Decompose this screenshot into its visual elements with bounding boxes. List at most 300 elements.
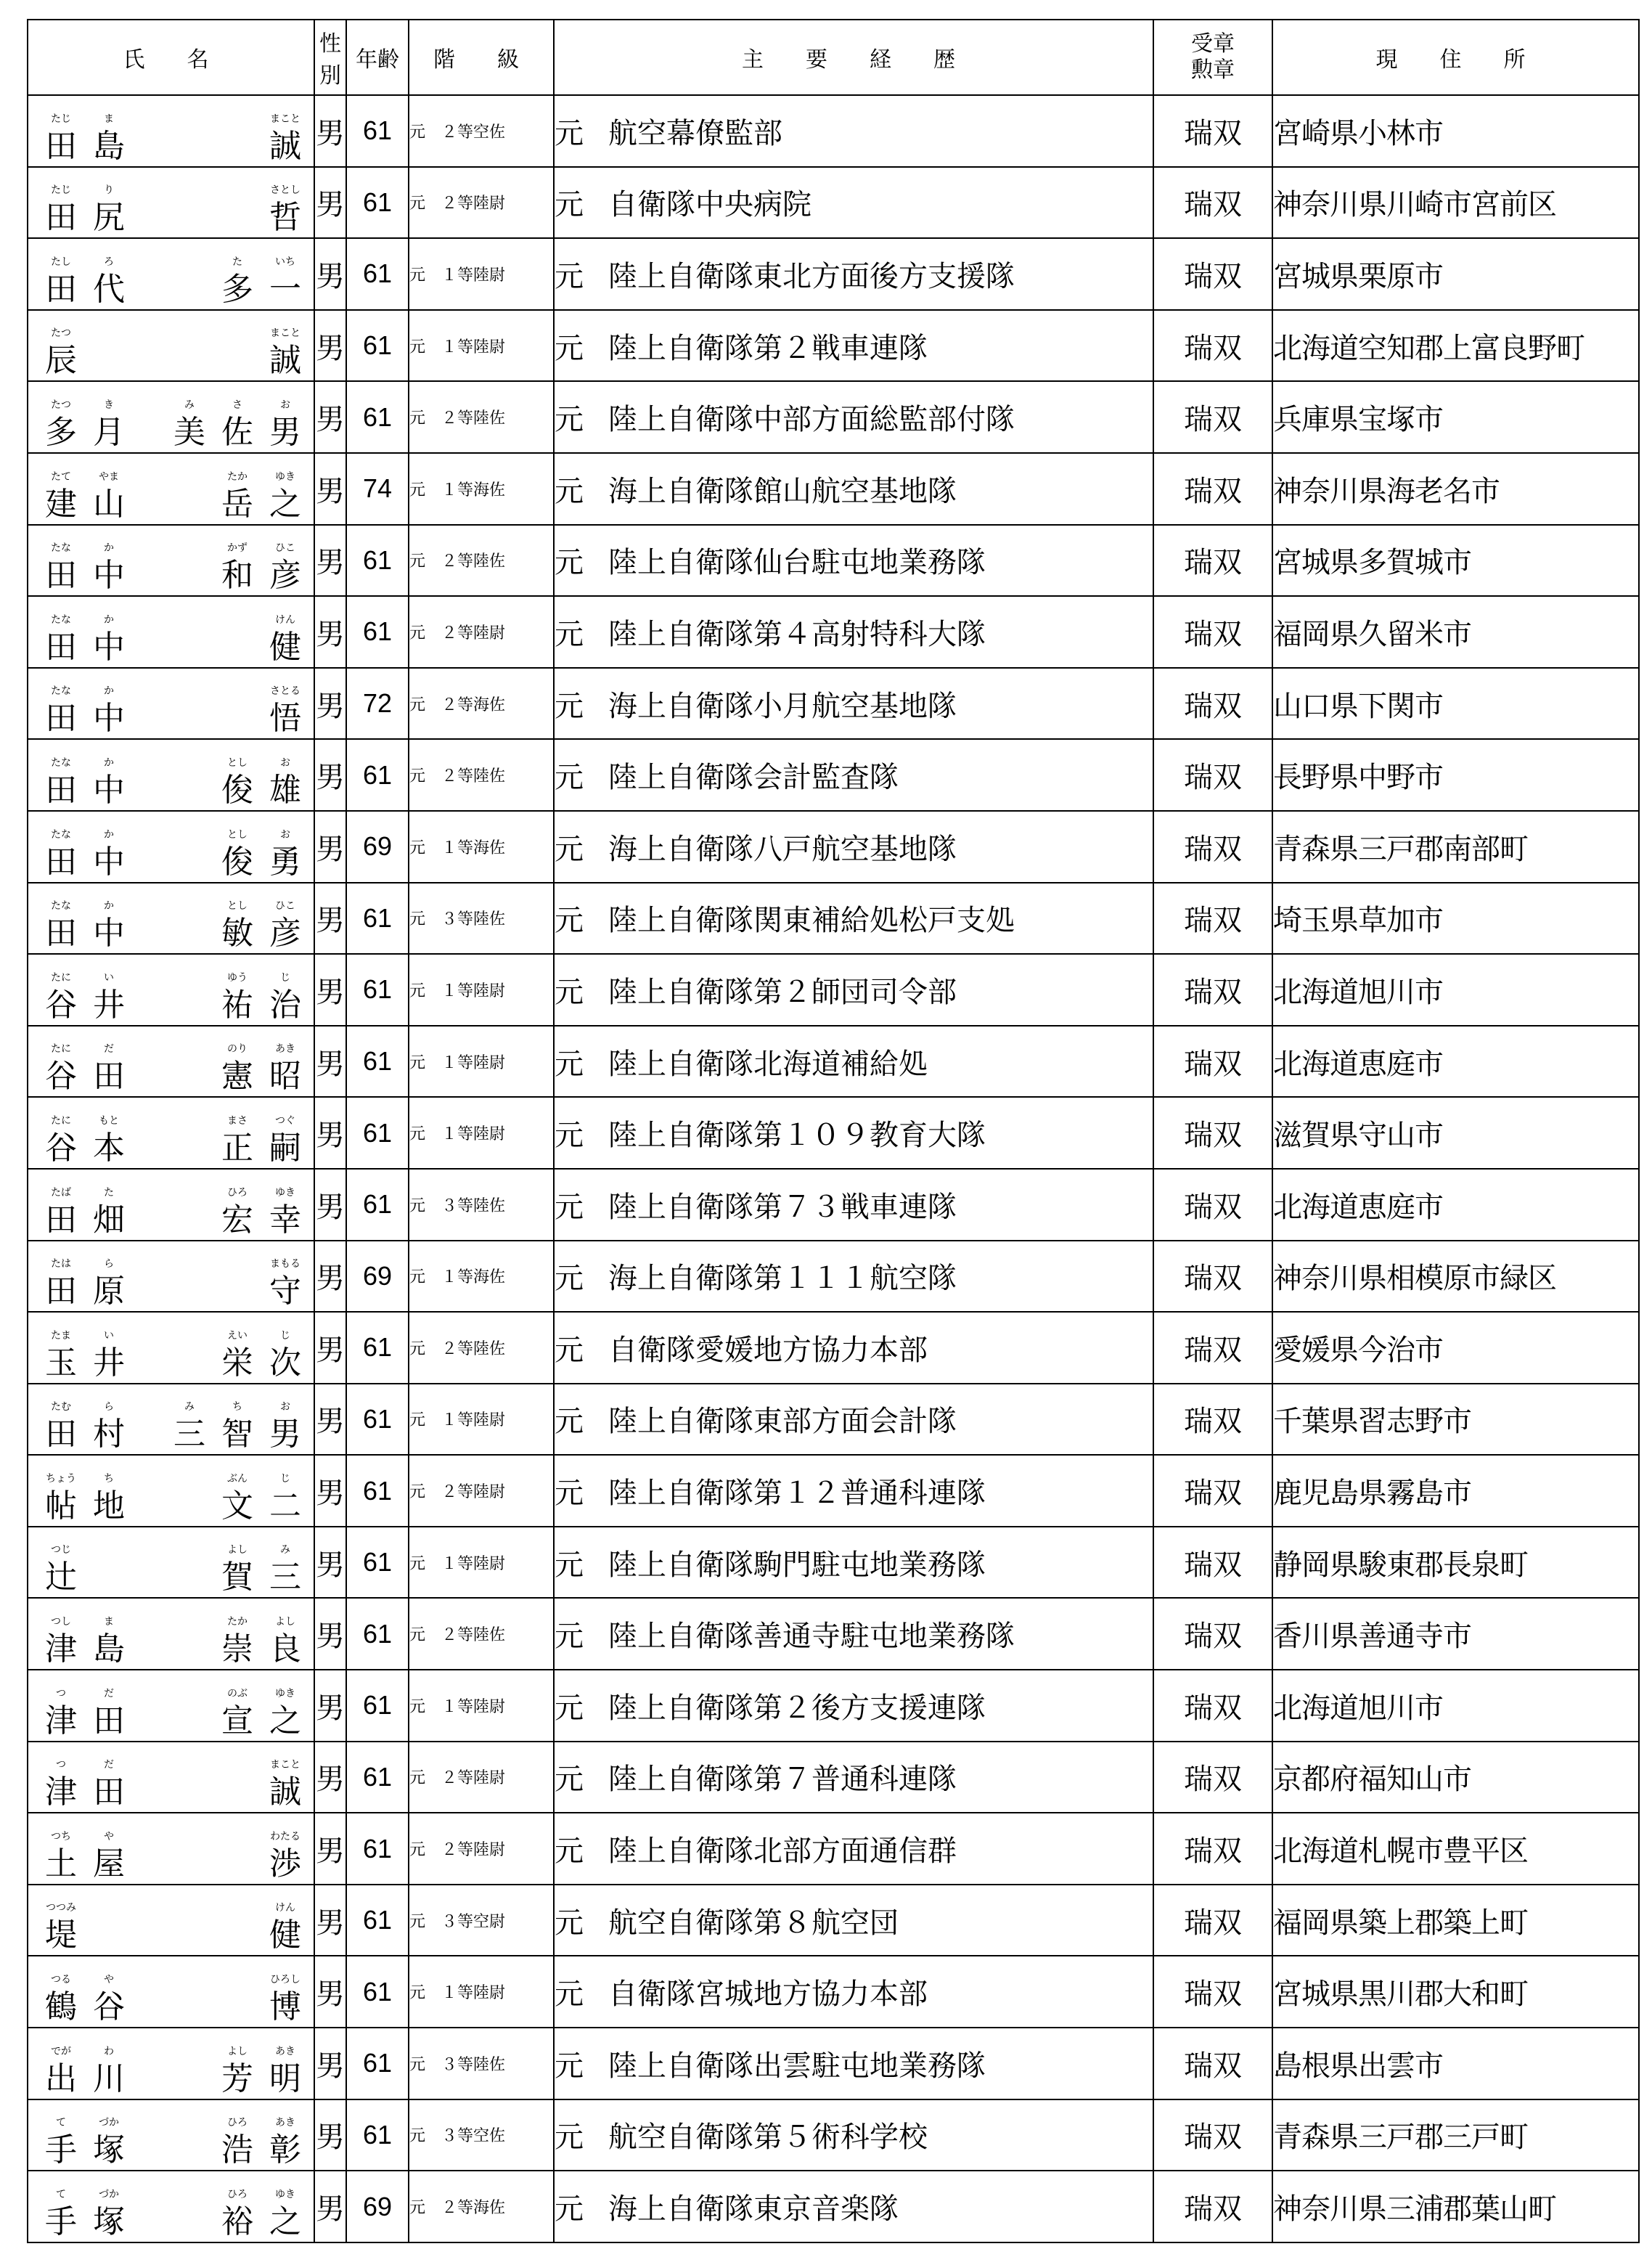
- furigana: つ: [56, 1759, 66, 1771]
- career-prefix: 元: [555, 1262, 584, 1296]
- furigana: か: [104, 685, 114, 698]
- kanji: 之: [269, 1702, 301, 1739]
- career-prefix: 元: [555, 1548, 584, 1582]
- name-char: [86, 540, 131, 595]
- name-char: [263, 2044, 308, 2099]
- kanji: 井: [93, 986, 125, 1024]
- sex-cell: 男: [314, 668, 346, 740]
- person-name: [28, 883, 314, 954]
- name-char: [86, 1972, 131, 2027]
- furigana: まこと: [270, 327, 300, 340]
- rank-cell: [409, 381, 554, 453]
- name-char: [86, 1471, 131, 1526]
- given-name: [215, 1614, 308, 1669]
- career-prefix: 元: [555, 617, 584, 651]
- career-cell: [554, 238, 1153, 310]
- rank-prefix: 元: [409, 2199, 426, 2218]
- name-char: [263, 612, 308, 667]
- name-char: [263, 397, 308, 452]
- furigana: つる: [51, 1974, 71, 1986]
- kanji: 玉: [45, 1344, 77, 1381]
- furigana: ひこ: [275, 900, 295, 913]
- kanji: 文: [221, 1487, 253, 1525]
- name-char: [263, 1185, 308, 1240]
- person-name: [28, 526, 314, 596]
- address-cell: 宮崎県小林市: [1272, 95, 1639, 167]
- kanji: 俊: [221, 771, 253, 809]
- furigana: ゆき: [275, 1186, 295, 1199]
- kanji: 三: [173, 1416, 205, 1453]
- furigana: たし: [51, 256, 71, 268]
- furigana: のり: [227, 1043, 248, 1056]
- rank-cell: [409, 1097, 554, 1169]
- table-row: [28, 1455, 1639, 1527]
- kanji: 田: [45, 270, 77, 308]
- given-name: [215, 898, 308, 953]
- header-address: 現 住 所: [1272, 20, 1639, 95]
- kanji: 田: [45, 915, 77, 952]
- rank-cell: [409, 310, 554, 382]
- kanji: 浩: [221, 2131, 253, 2169]
- furigana: あき: [275, 2045, 295, 2057]
- given-name: [215, 2187, 308, 2242]
- kanji: 堤: [45, 1917, 77, 1954]
- kanji: 芳: [221, 2060, 253, 2097]
- rank-value: １等陸尉: [441, 1554, 506, 1573]
- furigana: ちょう: [46, 1472, 76, 1485]
- family-name: [38, 898, 131, 953]
- age-cell: 61: [346, 1169, 409, 1241]
- sex-cell: 男: [314, 1384, 346, 1456]
- kanji: 田: [45, 1201, 77, 1238]
- name-cell: [28, 1598, 314, 1670]
- award-cell: 瑞双: [1153, 381, 1272, 453]
- age-cell: 61: [346, 1455, 409, 1527]
- award-cell: 瑞双: [1153, 2099, 1272, 2171]
- kanji: 博: [269, 1988, 301, 2026]
- name-char: [86, 254, 131, 309]
- name-cell: [28, 381, 314, 453]
- furigana: つぐ: [275, 1114, 295, 1127]
- kanji: 谷: [45, 1129, 77, 1167]
- kanji: 之: [269, 2203, 301, 2240]
- table-row: [28, 2171, 1639, 2242]
- kanji: 憲: [221, 1058, 253, 1095]
- career-prefix: 元: [555, 403, 584, 437]
- sex-cell: 男: [314, 1742, 346, 1813]
- furigana: けん: [275, 1902, 295, 1914]
- sex-cell: 男: [314, 1169, 346, 1241]
- family-name: [38, 1686, 131, 1741]
- rank-cell: [409, 668, 554, 740]
- award-cell: 瑞双: [1153, 167, 1272, 239]
- furigana: たか: [227, 1616, 248, 1628]
- name-char: [263, 540, 308, 595]
- rank-cell: [409, 1026, 554, 1098]
- given-name: [215, 1542, 308, 1597]
- name-char: [86, 612, 131, 667]
- person-name: [28, 2028, 314, 2099]
- kanji: 治: [269, 986, 301, 1024]
- kanji: 三: [269, 1559, 301, 1596]
- sex-cell: 男: [314, 1956, 346, 2028]
- rank-value: ２等陸尉: [441, 195, 506, 213]
- sex-cell: 男: [314, 95, 346, 167]
- kanji: 津: [45, 1702, 77, 1739]
- furigana: ひろ: [227, 2188, 248, 2200]
- rank-value: １等海佐: [441, 481, 506, 499]
- kanji: 田: [45, 127, 77, 165]
- award-cell: 瑞双: [1153, 1670, 1272, 1742]
- career-cell: [554, 167, 1153, 239]
- name-char: [263, 1256, 308, 1311]
- person-name: [28, 1813, 314, 1884]
- career-cell: [554, 453, 1153, 525]
- furigana: た: [104, 1186, 114, 1199]
- career-cell: [554, 1813, 1153, 1885]
- sex-cell: 男: [314, 1097, 346, 1169]
- furigana: や: [104, 1974, 114, 1986]
- name-cell: [28, 739, 314, 811]
- name-char: [86, 1614, 131, 1669]
- furigana: もと: [99, 1114, 119, 1127]
- name-char: [38, 1829, 83, 1884]
- name-char: [215, 1399, 260, 1454]
- person-name: [28, 1384, 314, 1455]
- name-char: [38, 1399, 83, 1454]
- furigana: ゆき: [275, 2188, 295, 2200]
- career-value: 陸上自衛隊会計監査隊: [608, 761, 899, 795]
- name-cell: [28, 310, 314, 382]
- name-char: [38, 1542, 83, 1597]
- name-char: [38, 1256, 83, 1311]
- award-cell: 瑞双: [1153, 1527, 1272, 1599]
- kanji: 中: [93, 628, 125, 666]
- table-row: [28, 739, 1639, 811]
- age-cell: 61: [346, 1097, 409, 1169]
- age-cell: 69: [346, 2171, 409, 2242]
- furigana: つじ: [51, 1544, 71, 1556]
- career-prefix: 元: [555, 1047, 584, 1081]
- kanji: 多: [221, 270, 253, 308]
- rank-prefix: 元: [409, 767, 426, 786]
- name-char: [263, 1614, 308, 1669]
- name-cell: [28, 1527, 314, 1599]
- rank-value: ２等陸尉: [441, 1769, 506, 1788]
- rank-value: ３等陸佐: [441, 1196, 506, 1215]
- kanji: 智: [221, 1416, 253, 1453]
- career-prefix: 元: [555, 761, 584, 795]
- table-row: [28, 453, 1639, 525]
- name-char: [38, 397, 83, 452]
- rank-value: １等海佐: [441, 838, 506, 857]
- career-prefix: 元: [555, 1691, 584, 1725]
- table-row: [28, 1956, 1639, 2028]
- header-award: [1153, 20, 1272, 95]
- name-char: [38, 1113, 83, 1168]
- rank-value: ３等陸佐: [441, 910, 506, 929]
- name-cell: [28, 954, 314, 1026]
- furigana: たな: [51, 756, 71, 769]
- kanji: 建: [45, 485, 77, 523]
- family-name: [38, 612, 131, 667]
- name-char: [38, 1471, 83, 1526]
- award-cell: 瑞双: [1153, 1956, 1272, 2028]
- kanji: 中: [93, 843, 125, 881]
- person-name: [28, 168, 314, 238]
- award-cell: 瑞双: [1153, 238, 1272, 310]
- name-char: [86, 1399, 131, 1454]
- rank-prefix: 元: [409, 981, 426, 1000]
- career-value: 海上自衛隊第１１１航空隊: [608, 1262, 957, 1296]
- given-name: [215, 827, 308, 882]
- kanji: 正: [221, 1129, 253, 1167]
- person-name: [28, 239, 314, 309]
- career-value: 陸上自衛隊第７普通科連隊: [608, 1763, 957, 1797]
- furigana: ゆう: [227, 971, 248, 984]
- award-cell: 瑞双: [1153, 453, 1272, 525]
- age-cell: 61: [346, 95, 409, 167]
- furigana: ひこ: [275, 542, 295, 555]
- family-name: [38, 1185, 131, 1240]
- given-name: [215, 540, 308, 595]
- award-cell: 瑞双: [1153, 1742, 1272, 1813]
- rank-value: １等陸尉: [441, 1053, 506, 1072]
- address-cell: 北海道恵庭市: [1272, 1026, 1639, 1098]
- furigana: たな: [51, 900, 71, 913]
- career-cell: [554, 1241, 1153, 1313]
- name-char: [215, 397, 260, 452]
- kanji: 田: [45, 1273, 77, 1310]
- furigana: ろ: [104, 256, 114, 268]
- name-cell: [28, 668, 314, 740]
- furigana: き: [104, 399, 114, 411]
- name-char: [86, 1041, 131, 1096]
- furigana: とし: [227, 828, 248, 841]
- award-cell: 瑞双: [1153, 1813, 1272, 1885]
- name-cell: [28, 1384, 314, 1456]
- family-name: [38, 2187, 131, 2242]
- name-char: [86, 182, 131, 237]
- rank-cell: [409, 167, 554, 239]
- name-cell: [28, 596, 314, 668]
- career-prefix: 元: [555, 116, 584, 150]
- kanji: 津: [45, 1774, 77, 1811]
- furigana: えい: [227, 1329, 248, 1342]
- name-char: [38, 469, 83, 524]
- given-name: [263, 1256, 308, 1311]
- rank-cell: [409, 95, 554, 167]
- career-prefix: 元: [555, 1333, 584, 1367]
- rank-cell: [409, 954, 554, 1026]
- given-name: [263, 111, 308, 166]
- award-cell: 瑞双: [1153, 1312, 1272, 1384]
- furigana: たむ: [51, 1401, 71, 1413]
- name-char: [263, 1471, 308, 1526]
- award-cell: 瑞双: [1153, 310, 1272, 382]
- kanji: 畑: [93, 1201, 125, 1238]
- sex-cell: 男: [314, 238, 346, 310]
- name-char: [86, 397, 131, 452]
- furigana: か: [104, 613, 114, 626]
- address-cell: 京都府福知山市: [1272, 1742, 1639, 1813]
- kanji: 山: [93, 485, 125, 523]
- rank-prefix: 元: [409, 1339, 426, 1358]
- career-prefix: 元: [555, 904, 584, 938]
- career-prefix: 元: [555, 1978, 584, 2012]
- kanji: 男: [269, 413, 301, 451]
- kanji: 栄: [221, 1344, 253, 1381]
- career-cell: [554, 1598, 1153, 1670]
- family-name: [38, 1328, 131, 1383]
- table-row: [28, 1527, 1639, 1599]
- name-char: [86, 111, 131, 166]
- header-rank: 階 級: [409, 20, 554, 95]
- award-cell: 瑞双: [1153, 1455, 1272, 1527]
- rank-prefix: 元: [409, 552, 426, 571]
- rank-prefix: 元: [409, 1554, 426, 1573]
- career-value: 陸上自衛隊関東補給処松戸支処: [608, 904, 1015, 938]
- table-row: [28, 2099, 1639, 2171]
- furigana: さとる: [270, 685, 300, 698]
- person-name: [28, 1599, 314, 1669]
- address-cell: 宮城県黒川郡大和町: [1272, 1956, 1639, 2028]
- kanji: 村: [93, 1416, 125, 1453]
- age-cell: 61: [346, 1598, 409, 1670]
- kanji: 明: [269, 2060, 301, 2097]
- rank-value: ２等陸佐: [441, 552, 506, 571]
- given-name: [215, 1113, 308, 1168]
- kanji: 中: [93, 557, 125, 595]
- rank-value: ２等陸佐: [441, 409, 506, 428]
- rank-prefix: 元: [409, 1196, 426, 1215]
- rank-prefix: 元: [409, 1912, 426, 1931]
- career-prefix: 元: [555, 1190, 584, 1224]
- age-cell: 61: [346, 1312, 409, 1384]
- furigana: まこと: [270, 113, 300, 125]
- age-cell: 69: [346, 811, 409, 883]
- name-cell: [28, 167, 314, 239]
- sex-cell: 男: [314, 596, 346, 668]
- rank-value: １等陸尉: [441, 338, 506, 356]
- table-row: [28, 310, 1639, 382]
- career-prefix: 元: [555, 259, 584, 293]
- rank-value: ２等陸尉: [441, 1483, 506, 1502]
- name-char: [38, 1686, 83, 1741]
- career-value: 陸上自衛隊第２師団司令部: [608, 975, 957, 1009]
- table-row: [28, 954, 1639, 1026]
- furigana: あき: [275, 2117, 295, 2129]
- kanji: 多: [45, 413, 77, 451]
- furigana: い: [104, 971, 114, 984]
- address-cell: 青森県三戸郡三戸町: [1272, 2099, 1639, 2171]
- name-cell: [28, 238, 314, 310]
- career-prefix: 元: [555, 1477, 584, 1511]
- table-row: [28, 1598, 1639, 1670]
- name-char: [86, 1185, 131, 1240]
- career-prefix: 元: [555, 474, 584, 508]
- kanji: 彦: [269, 557, 301, 595]
- rank-prefix: 元: [409, 1697, 426, 1716]
- rank-cell: [409, 1241, 554, 1313]
- family-name: [38, 469, 131, 524]
- age-cell: 61: [346, 1956, 409, 2028]
- sex-cell: 男: [314, 1527, 346, 1599]
- sex-cell: 男: [314, 1670, 346, 1742]
- career-cell: [554, 2028, 1153, 2099]
- sex-cell: 男: [314, 1813, 346, 1885]
- kanji: 之: [269, 485, 301, 523]
- rank-cell: [409, 739, 554, 811]
- rank-prefix: 元: [409, 1411, 426, 1430]
- rank-prefix: 元: [409, 1125, 426, 1144]
- career-value: 陸上自衛隊第１２普通科連隊: [608, 1477, 986, 1511]
- name-char: [38, 612, 83, 667]
- rank-cell: [409, 2171, 554, 2242]
- sex-cell: 男: [314, 310, 346, 382]
- sex-cell: 男: [314, 1026, 346, 1098]
- kanji: 田: [93, 1058, 125, 1095]
- kanji: 中: [93, 915, 125, 952]
- age-cell: 61: [346, 739, 409, 811]
- name-char: [167, 1399, 212, 1454]
- career-cell: [554, 883, 1153, 955]
- person-name: [28, 1456, 314, 1526]
- given-name: [263, 612, 308, 667]
- kanji: 勇: [269, 843, 301, 881]
- name-char: [38, 1185, 83, 1240]
- table-row: [28, 1169, 1639, 1241]
- career-prefix: 元: [555, 975, 584, 1009]
- furigana: たじ: [51, 113, 71, 125]
- furigana: あき: [275, 1043, 295, 1056]
- award-cell: 瑞双: [1153, 2028, 1272, 2099]
- furigana: み: [280, 1544, 290, 1556]
- furigana: たま: [51, 1329, 71, 1342]
- kanji: 塚: [93, 2203, 125, 2240]
- family-name: [38, 1256, 131, 1311]
- career-cell: [554, 2171, 1153, 2242]
- career-value: 陸上自衛隊北海道補給処: [608, 1047, 928, 1081]
- career-value: 陸上自衛隊第１０９教育大隊: [608, 1119, 986, 1153]
- award-cell: 瑞双: [1153, 1885, 1272, 1956]
- rank-prefix: 元: [409, 624, 426, 642]
- name-char: [38, 182, 83, 237]
- family-name: [38, 540, 131, 595]
- header-career: 主 要 経 歴: [554, 20, 1153, 95]
- age-cell: 61: [346, 2028, 409, 2099]
- rank-cell: [409, 2028, 554, 2099]
- age-cell: 61: [346, 1670, 409, 1742]
- name-char: [38, 254, 83, 309]
- age-cell: 61: [346, 525, 409, 597]
- family-name: [38, 1113, 131, 1168]
- kanji: 原: [93, 1273, 125, 1310]
- sex-cell: 男: [314, 2099, 346, 2171]
- kanji: 井: [93, 1344, 125, 1381]
- family-name: [38, 182, 131, 237]
- table-row: [28, 1026, 1639, 1098]
- kanji: 屋: [93, 1845, 125, 1882]
- name-char: [215, 1328, 260, 1383]
- furigana: お: [280, 828, 290, 841]
- name-char: [263, 182, 308, 237]
- rank-cell: [409, 1384, 554, 1456]
- age-cell: 69: [346, 1241, 409, 1313]
- name-char: [215, 2044, 260, 2099]
- name-cell: [28, 1956, 314, 2028]
- career-prefix: 元: [555, 188, 584, 222]
